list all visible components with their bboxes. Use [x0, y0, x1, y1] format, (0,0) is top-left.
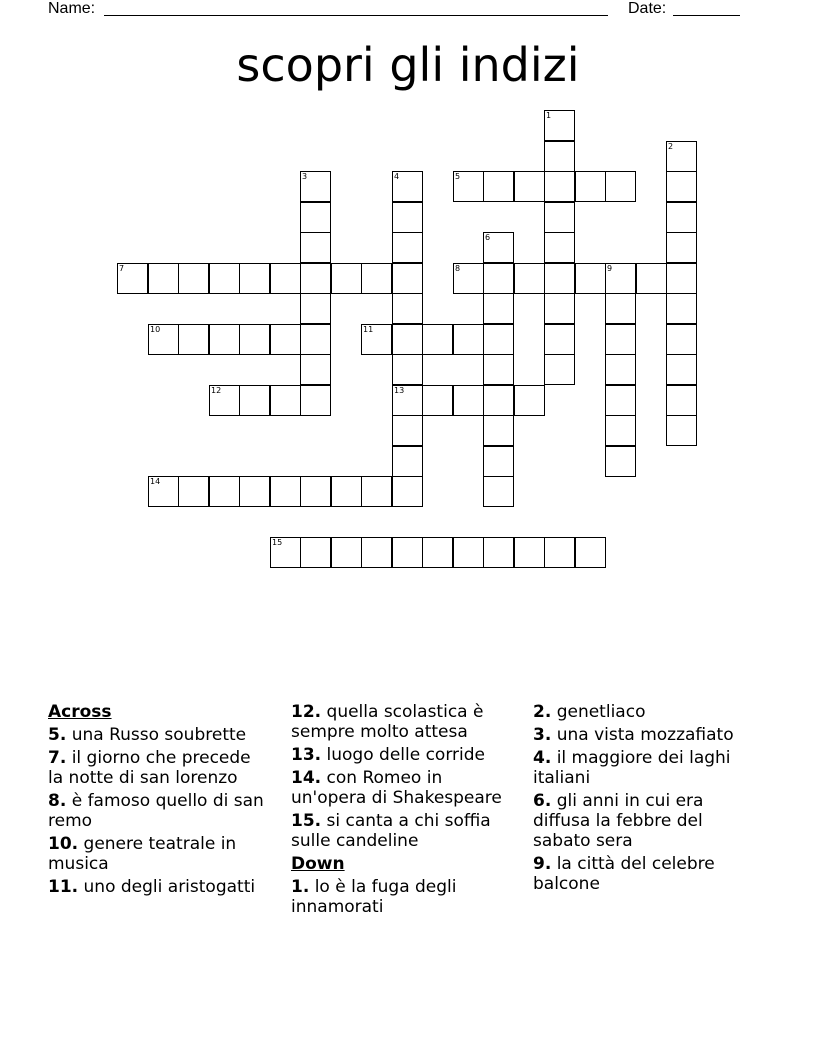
grid-cell[interactable]	[392, 385, 423, 416]
grid-cell[interactable]	[392, 537, 423, 568]
grid-cell[interactable]	[392, 171, 423, 202]
clue-number: 12	[211, 386, 222, 395]
grid-cell[interactable]	[453, 324, 484, 355]
puzzle-title: scopri gli indizi	[236, 38, 580, 92]
grid-cell[interactable]	[544, 171, 575, 202]
grid-cell[interactable]	[605, 354, 636, 385]
grid-cell[interactable]	[300, 171, 331, 202]
grid-cell[interactable]	[270, 324, 301, 355]
clue-across-10: 10. genere teatrale in musica	[48, 834, 237, 874]
clue-down-3: 3. una vista mozzafiato	[533, 725, 734, 745]
name-label: Name:	[48, 0, 96, 17]
grid-cell[interactable]	[666, 141, 697, 172]
grid-cell[interactable]	[239, 476, 270, 507]
clue-down-1: 1. lo è la fuga degli innamorati	[291, 877, 457, 917]
grid-cell[interactable]	[392, 476, 423, 507]
grid-cell[interactable]	[483, 354, 514, 385]
grid-cell[interactable]	[544, 293, 575, 324]
grid-cell[interactable]	[270, 385, 301, 416]
grid-cell[interactable]	[483, 385, 514, 416]
grid-cell[interactable]	[483, 293, 514, 324]
grid-cell[interactable]	[300, 202, 331, 233]
clue-across-15: 15. si canta a chi soffia sulle candeline	[291, 811, 491, 851]
grid-cell[interactable]	[392, 263, 423, 294]
grid-cell[interactable]	[575, 537, 606, 568]
grid-cell[interactable]	[392, 446, 423, 477]
grid-cell[interactable]	[483, 324, 514, 355]
grid-cell[interactable]	[209, 476, 240, 507]
grid-cell[interactable]	[514, 385, 545, 416]
clue-number: 8	[455, 264, 461, 273]
grid-cell[interactable]	[575, 171, 606, 202]
grid-cell[interactable]	[209, 385, 240, 416]
clues-column-2	[291, 702, 521, 920]
across-heading: Across	[48, 702, 112, 722]
grid-cell[interactable]	[666, 385, 697, 416]
grid-cell[interactable]	[544, 354, 575, 385]
clue-across-7: 7. il giorno che precede la notte di san lorenzo	[48, 748, 251, 788]
grid-cell[interactable]	[483, 476, 514, 507]
grid-cell[interactable]	[331, 537, 362, 568]
grid-cell[interactable]	[483, 415, 514, 446]
grid-cell[interactable]	[666, 324, 697, 355]
grid-cell[interactable]	[605, 324, 636, 355]
date-label: Date:	[628, 0, 667, 17]
grid-cell[interactable]	[300, 385, 331, 416]
clue-across-14: 14. con Romeo in un'opera di Shakespeare	[291, 768, 502, 808]
clue-across-13: 13. luogo delle corride	[291, 745, 485, 765]
grid-cell[interactable]	[666, 415, 697, 446]
down-heading: Down	[291, 854, 345, 874]
grid-cell[interactable]	[544, 110, 575, 141]
grid-cell[interactable]	[392, 324, 423, 355]
clue-number: 15	[272, 538, 283, 547]
grid-cell[interactable]	[300, 232, 331, 263]
grid-cell[interactable]	[483, 232, 514, 263]
grid-cell[interactable]	[605, 263, 636, 294]
grid-cell[interactable]	[361, 263, 392, 294]
grid-cell[interactable]	[392, 202, 423, 233]
clue-number: 7	[119, 264, 125, 273]
grid-cell[interactable]	[361, 324, 392, 355]
grid-cell[interactable]	[453, 385, 484, 416]
grid-cell[interactable]	[422, 385, 453, 416]
clue-number: 1	[546, 111, 552, 120]
clue-number: 6	[485, 233, 491, 242]
grid-cell[interactable]	[270, 263, 301, 294]
clue-number: 10	[150, 325, 161, 334]
clue-number: 3	[302, 172, 308, 181]
grid-cell[interactable]	[178, 476, 209, 507]
clue-number: 13	[394, 386, 405, 395]
grid-cell[interactable]	[422, 537, 453, 568]
grid-cell[interactable]	[544, 263, 575, 294]
grid-cell[interactable]	[544, 232, 575, 263]
grid-cell[interactable]	[300, 293, 331, 324]
grid-cell[interactable]	[300, 263, 331, 294]
grid-cell[interactable]	[666, 232, 697, 263]
grid-cell[interactable]	[544, 537, 575, 568]
grid-cell[interactable]	[392, 293, 423, 324]
clue-down-9: 9. la città del celebre balcone	[533, 854, 715, 894]
grid-cell[interactable]	[361, 476, 392, 507]
grid-cell[interactable]	[483, 263, 514, 294]
grid-cell[interactable]	[666, 293, 697, 324]
clue-number: 5	[455, 172, 461, 181]
grid-cell[interactable]	[636, 263, 667, 294]
grid-cell[interactable]	[239, 324, 270, 355]
grid-cell[interactable]	[209, 324, 240, 355]
grid-cell[interactable]	[148, 324, 179, 355]
grid-cell[interactable]	[453, 171, 484, 202]
clue-number: 14	[150, 477, 161, 486]
grid-cell[interactable]	[575, 263, 606, 294]
clue-across-11: 11. uno degli aristogatti	[48, 877, 256, 897]
grid-cell[interactable]	[483, 446, 514, 477]
grid-cell[interactable]	[483, 537, 514, 568]
grid-cell[interactable]	[239, 385, 270, 416]
grid-cell[interactable]	[605, 415, 636, 446]
grid-cell[interactable]	[392, 415, 423, 446]
grid-cell[interactable]	[331, 476, 362, 507]
grid-cell[interactable]	[300, 354, 331, 385]
clues-column-3	[533, 702, 765, 897]
grid-cell[interactable]	[209, 263, 240, 294]
clue-across-12: 12. quella scolastica è sempre molto attesa	[291, 702, 484, 742]
grid-cell[interactable]	[605, 446, 636, 477]
clue-down-2: 2. genetliaco	[533, 702, 646, 722]
grid-cell[interactable]	[148, 263, 179, 294]
grid-cell[interactable]	[331, 263, 362, 294]
grid-cell[interactable]	[178, 324, 209, 355]
grid-cell[interactable]	[605, 293, 636, 324]
grid-cell[interactable]	[178, 263, 209, 294]
grid-cell[interactable]	[514, 537, 545, 568]
grid-cell[interactable]	[666, 171, 697, 202]
grid-cell[interactable]	[453, 263, 484, 294]
clue-number: 2	[668, 142, 674, 151]
grid-cell[interactable]	[544, 141, 575, 172]
grid-cell[interactable]	[605, 171, 636, 202]
clue-down-4: 4. il maggiore dei laghi italiani	[533, 748, 731, 788]
grid-cell[interactable]	[605, 385, 636, 416]
grid-cell[interactable]	[148, 476, 179, 507]
clue-across-5: 5. una Russo soubrette	[48, 725, 247, 745]
grid-cell[interactable]	[361, 537, 392, 568]
grid-cell[interactable]	[514, 263, 545, 294]
grid-cell[interactable]	[453, 537, 484, 568]
grid-cell[interactable]	[666, 354, 697, 385]
grid-cell[interactable]	[544, 324, 575, 355]
clues-column-1	[48, 702, 270, 900]
grid-cell[interactable]	[514, 171, 545, 202]
grid-cell[interactable]	[483, 171, 514, 202]
grid-cell[interactable]	[422, 324, 453, 355]
grid-cell[interactable]	[666, 202, 697, 233]
clue-number: 11	[363, 325, 374, 334]
clue-across-8: 8. è famoso quello di san remo	[48, 791, 264, 831]
grid-cell[interactable]	[392, 354, 423, 385]
clue-number: 9	[607, 264, 613, 273]
grid-cell[interactable]	[117, 263, 148, 294]
grid-cell[interactable]	[544, 202, 575, 233]
grid-cell[interactable]	[300, 476, 331, 507]
clue-number: 4	[394, 172, 400, 181]
grid-cell[interactable]	[270, 476, 301, 507]
grid-cell[interactable]	[239, 263, 270, 294]
grid-cell[interactable]	[300, 537, 331, 568]
grid-cell[interactable]	[300, 324, 331, 355]
grid-cell[interactable]	[270, 537, 301, 568]
clue-down-6: 6. gli anni in cui era diffusa la febbre del sabato sera	[533, 791, 704, 851]
grid-cell[interactable]	[392, 232, 423, 263]
grid-cell[interactable]	[666, 263, 697, 294]
